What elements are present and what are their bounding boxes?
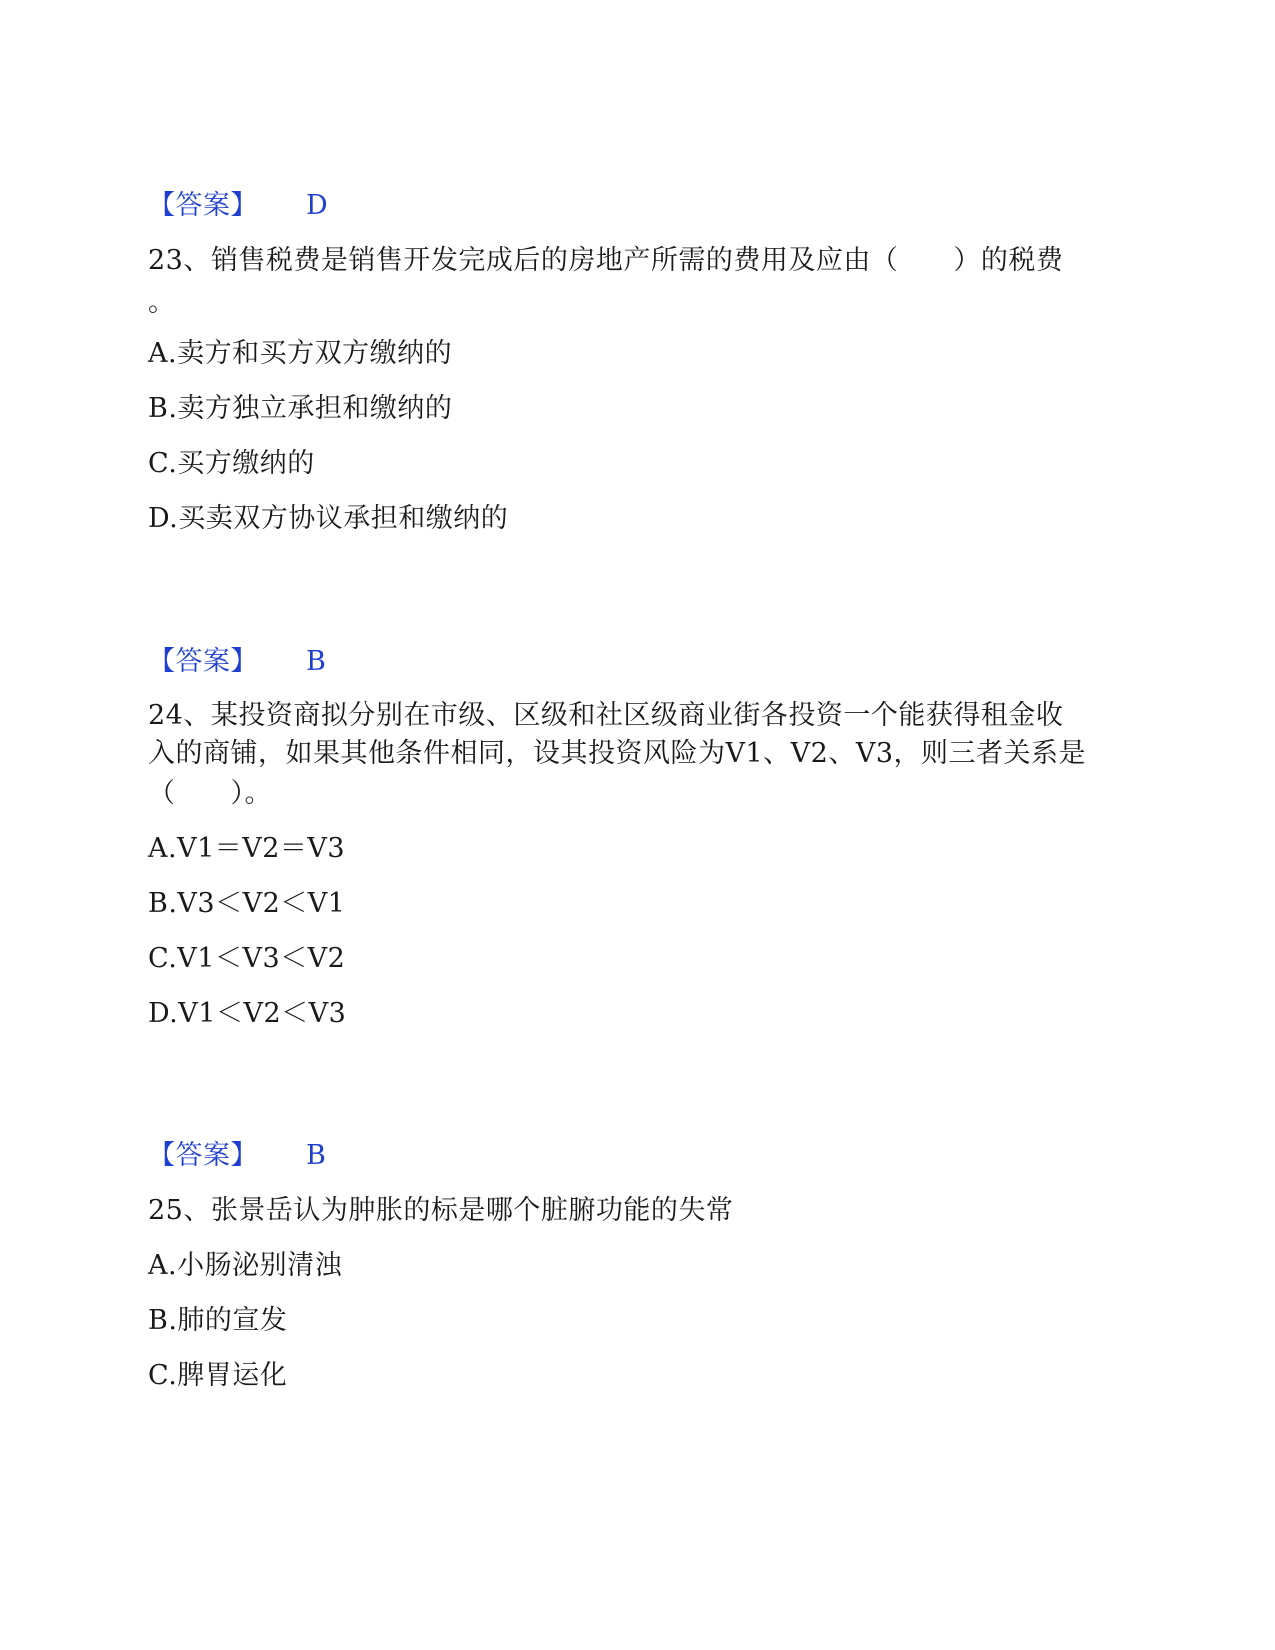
option-c: C.买方缴纳的: [148, 448, 315, 479]
option-b: B.卖方独立承担和缴纳的: [148, 393, 453, 424]
question-line: 入的商铺，如果其他条件相同，设其投资风险为V1、V2、V3，则三者关系是: [148, 738, 1087, 769]
question-line: 25、张景岳认为肿胀的标是哪个脏腑功能的失常: [148, 1195, 734, 1226]
option-d: D.买卖双方协议承担和缴纳的: [148, 503, 509, 534]
option-c: C.V1＜V3＜V2: [148, 943, 346, 974]
answer-line: [148, 1138, 326, 1174]
answer-value: B: [306, 646, 327, 677]
option-a: A.卖方和买方双方缴纳的: [148, 338, 453, 369]
question-line: （ ）。: [148, 778, 272, 809]
answer-value: B: [306, 1140, 327, 1171]
question-line: 24、某投资商拟分别在市级、区级和社区级商业街各投资一个能获得租金收: [148, 700, 1064, 731]
answer-value: D: [306, 190, 329, 221]
question-line: 23、销售税费是销售开发完成后的房地产所需的费用及应由（ ）的税费: [148, 245, 1064, 276]
option-d: D.V1＜V2＜V3: [148, 998, 347, 1029]
option-a: A.V1＝V2＝V3: [148, 833, 346, 864]
option-b: B.V3＜V2＜V1: [148, 888, 346, 919]
option-c: C.脾胃运化: [148, 1360, 288, 1391]
answer-line: [148, 188, 328, 224]
answer-label: 【答案】: [148, 1140, 258, 1171]
answer-line: [148, 644, 326, 680]
option-a: A.小肠泌别清浊: [148, 1250, 343, 1281]
answer-label: 【答案】: [148, 190, 258, 221]
option-b: B.肺的宣发: [148, 1305, 288, 1336]
question-line: 。: [148, 287, 176, 318]
answer-label: 【答案】: [148, 646, 258, 677]
